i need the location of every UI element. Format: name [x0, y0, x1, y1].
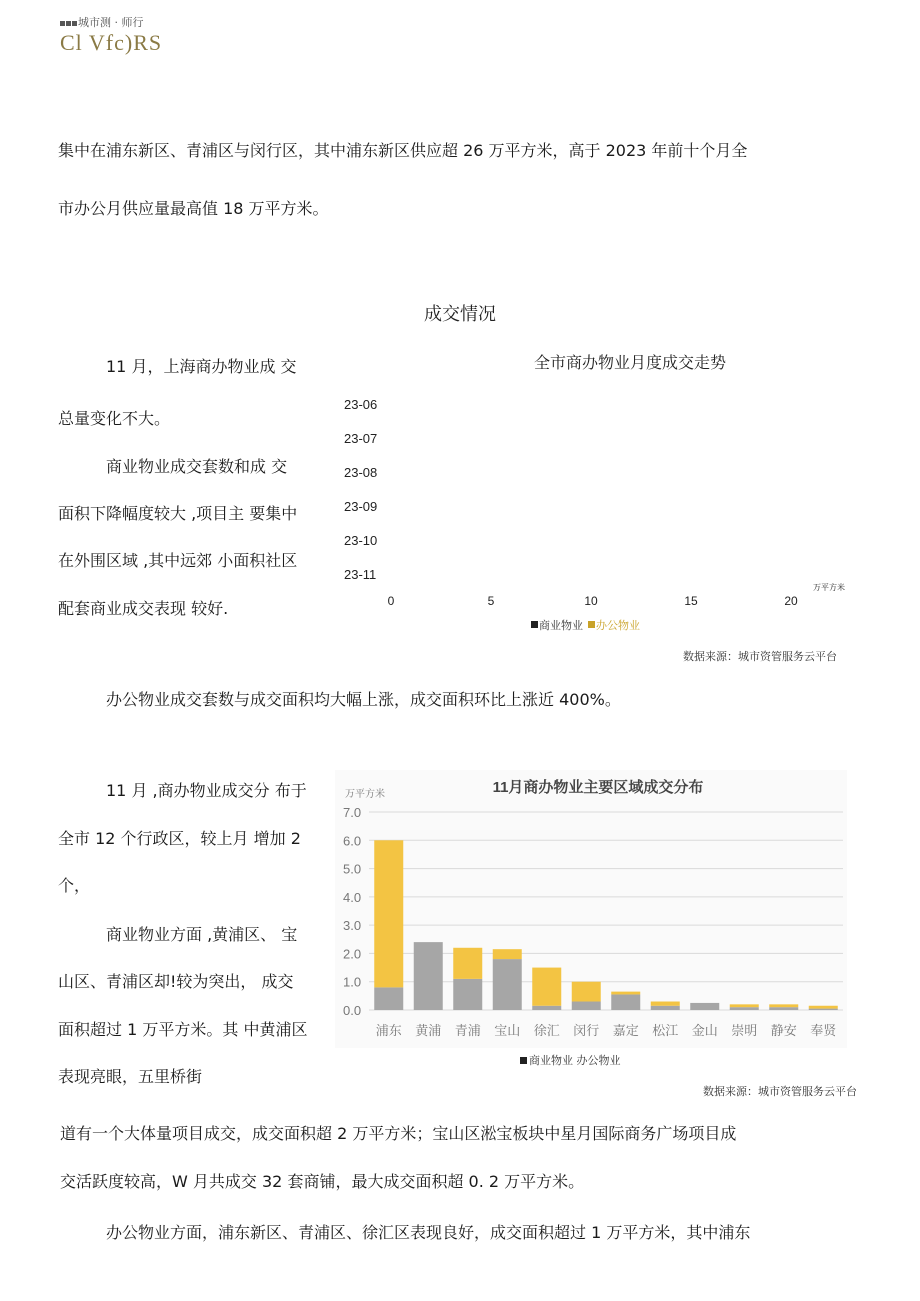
paragraph-line: 商业物业成交套数和成 交	[106, 457, 288, 476]
x-tick-label: 5	[487, 594, 495, 608]
logo-tagline	[60, 14, 144, 30]
x-tick-label: 青浦	[454, 1023, 481, 1038]
y-tick-label: 0.0	[343, 1003, 362, 1018]
paragraph-line: 总量变化不大。	[58, 409, 171, 428]
paragraph-line: 办公物业成交套数与成交面积均大幅上涨，成交面积环比上涨近 400%。	[106, 690, 621, 709]
bar-segment	[611, 994, 640, 1010]
x-tick-label: 黄浦	[415, 1023, 442, 1038]
bar-segment	[769, 1004, 798, 1007]
paragraph-line: 11 月 ,商办物业成交分 布于	[106, 781, 307, 800]
bar-segment	[493, 959, 522, 1010]
data-source: 数据来源：城市资管服务云平台	[683, 650, 837, 663]
y-tick-label: 7.0	[343, 805, 362, 820]
bar-segment	[651, 1002, 680, 1006]
x-tick-label: 闵行	[573, 1023, 600, 1038]
x-tick-label: 奉贤	[810, 1023, 837, 1038]
paragraph-line: 道有一个大体量项目成交，成交面积超 2 万平方米；宝山区淞宝板块中星月国际商务广场项目成	[60, 1124, 737, 1143]
y-tick-label: 4.0	[343, 889, 362, 905]
chart-legend	[531, 618, 640, 632]
paragraph-line: 11 月，上海商办物业成 交	[106, 357, 297, 376]
paragraph-line: 山区、青浦区却!较为突出， 成交	[58, 972, 294, 991]
district-distribution-chart	[335, 770, 847, 1048]
logo-square-icon	[60, 21, 65, 26]
bar-segment	[572, 1002, 601, 1010]
x-tick-label: 15	[684, 594, 698, 608]
paragraph-line: 配套商业成交表现 较好.	[58, 599, 229, 618]
paragraph-line: 在外围区域 ,其中远郊 小面积社区	[58, 551, 298, 570]
bar-segment	[809, 1009, 838, 1010]
legend-swatch-commercial	[531, 621, 538, 628]
bar-segment	[730, 1007, 759, 1010]
category-tick-label: 23-07	[344, 431, 378, 446]
y-axis-unit: 万平方米	[345, 789, 385, 800]
y-tick-label: 5.0	[343, 861, 362, 877]
bar-segment	[374, 840, 403, 987]
bar-segment	[809, 1006, 838, 1009]
x-tick-label: 金山	[691, 1023, 718, 1038]
x-tick-label: 崇明	[731, 1023, 758, 1038]
bar-segment	[453, 979, 482, 1010]
bar-segment	[611, 992, 640, 995]
chart-legend	[520, 1052, 621, 1068]
data-source: 数据来源：城市资管服务云平台	[703, 1085, 857, 1098]
paragraph-line: 市办公月供应量最高值 18 万平方米。	[58, 199, 329, 218]
bar-segment	[730, 1004, 759, 1007]
chart-title: 11月商办物业主要区域成交分布	[492, 779, 704, 796]
paragraph-line: 全市 12 个行政区，较上月 增加 2	[58, 829, 301, 848]
category-tick-label: 23-06	[344, 397, 378, 412]
logo-wordmark: Cl Vfc)RS	[60, 30, 163, 55]
legend-label-office: 办公物业	[576, 1054, 621, 1067]
category-tick-label: 23-10	[344, 533, 378, 548]
y-tick-label: 6.0	[343, 833, 362, 849]
category-tick-label: 23-11	[344, 567, 377, 582]
y-tick-label: 2.0	[343, 946, 362, 962]
x-tick-label: 松江	[652, 1023, 679, 1038]
paragraph-line: 面积超过 1 万平方米。其 中黄浦区	[58, 1020, 308, 1039]
legend-swatch-office	[588, 621, 595, 628]
legend-label-commercial: 商业物业	[539, 620, 583, 632]
x-tick-label: 浦东	[375, 1023, 402, 1038]
bar-segment	[572, 982, 601, 1002]
paragraph-line: 面积下降幅度较大 ,项目主 要集中	[58, 504, 298, 523]
bar-segment	[453, 948, 482, 979]
paragraph-line: 办公物业方面，浦东新区、青浦区、徐汇区表现良好，成交面积超过 1 万平方米，其中浦东	[106, 1223, 751, 1242]
x-tick-label: 嘉定	[612, 1023, 639, 1038]
logo-tagline-text: 城市测 · 师行	[78, 16, 144, 29]
paragraph-line: 交活跃度较高，W 月共成交 32 套商铺，最大成交面积超 0. 2 万平方米。	[60, 1172, 585, 1191]
legend-label-office: 办公物业	[596, 620, 640, 632]
bar-segment	[374, 987, 403, 1010]
paragraph-line: 表现亮眼，五里桥街	[58, 1067, 203, 1086]
x-tick-label: 宝山	[494, 1023, 521, 1038]
monthly-trend-chart	[330, 378, 850, 638]
section-title: 成交情况	[424, 304, 496, 325]
bar-segment	[414, 942, 443, 1010]
paragraph-line: 集中在浦东新区、青浦区与闵行区，其中浦东新区供应超 26 万平方米，高于 2023 年前十个月全	[58, 141, 748, 160]
bar-segment	[690, 1003, 719, 1010]
paragraph-line: 个，	[58, 876, 91, 895]
x-tick-label: 徐汇	[533, 1023, 560, 1038]
paragraph-line: 商业物业方面 ,黄浦区、 宝	[106, 925, 298, 944]
x-tick-label: 0	[387, 594, 395, 608]
logo-square-icon	[66, 21, 71, 26]
y-tick-label: 1.0	[343, 974, 362, 990]
legend-swatch-commercial	[520, 1057, 527, 1064]
bar-segment	[651, 1006, 680, 1010]
bar-segment	[532, 968, 561, 1006]
logo-square-icon	[72, 21, 77, 26]
category-tick-label: 23-09	[344, 499, 378, 514]
bar-segment	[532, 1006, 561, 1010]
y-tick-label: 3.0	[343, 918, 362, 934]
unit-label: 万平方米	[813, 583, 845, 592]
legend-label-commercial: 商业物业	[529, 1054, 573, 1067]
x-tick-label: 静安	[770, 1023, 797, 1038]
bar-segment	[493, 949, 522, 959]
chart-title: 全市商办物业月度成交走势	[533, 353, 726, 372]
bar-segment	[769, 1007, 798, 1010]
x-tick-label: 20	[784, 594, 798, 608]
x-tick-label: 10	[584, 594, 598, 608]
category-tick-label: 23-08	[344, 465, 378, 480]
